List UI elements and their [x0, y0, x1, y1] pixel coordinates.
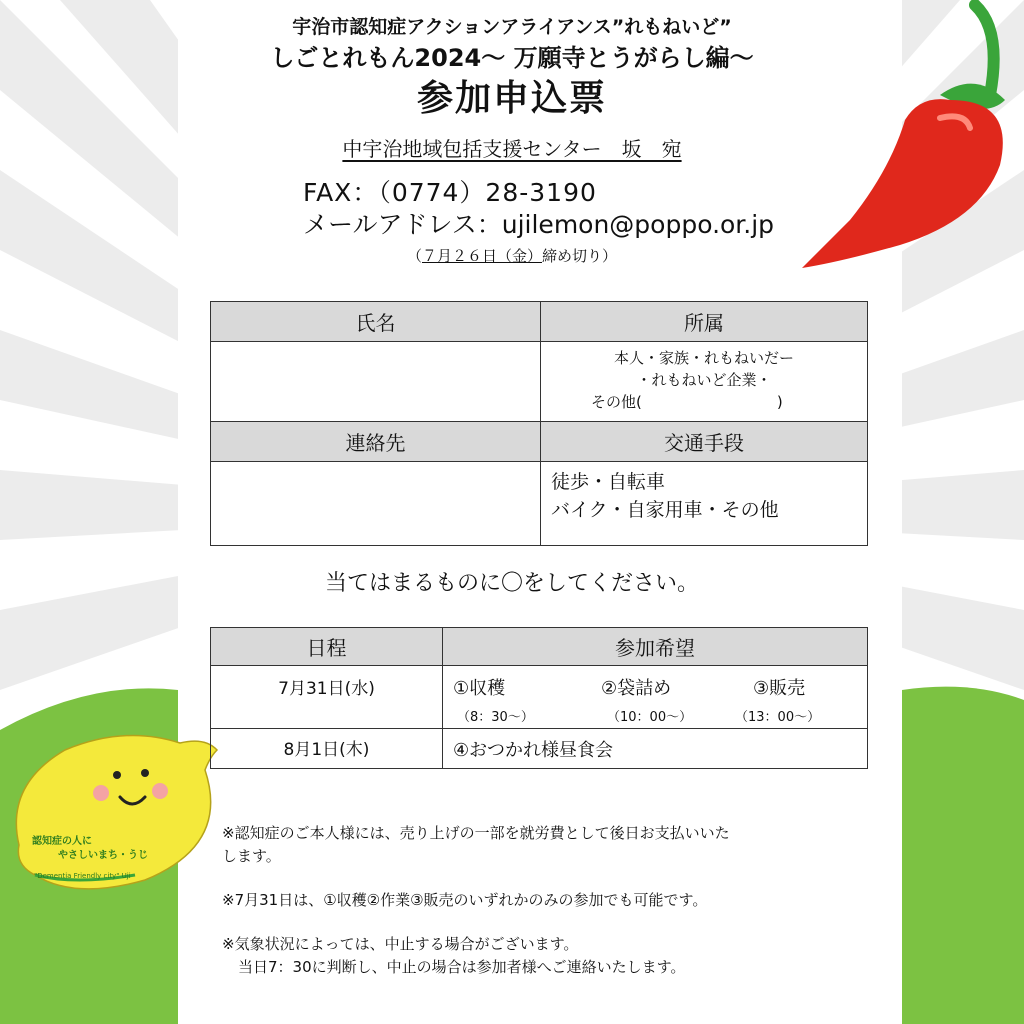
schedule-date-1: 7月31日(水) — [211, 666, 443, 729]
schedule-table — [210, 627, 868, 769]
instruction: 当てはまるものに〇をしてください。 — [324, 571, 699, 596]
affiliation-header: 所属 — [541, 302, 868, 342]
application-form-table — [210, 301, 868, 546]
transport-options[interactable] — [541, 462, 868, 546]
transport-line2: バイク・自家用車・その他 — [551, 499, 779, 521]
mascot-label-line3: "Dementia Friendly city" Uji — [34, 872, 131, 880]
affiliation-options[interactable] — [541, 342, 868, 422]
contact-field[interactable] — [211, 462, 541, 546]
task-bagging[interactable]: ②袋詰め — [601, 678, 672, 699]
deadline-date: ７月２６日（金） — [421, 247, 542, 265]
note-1-line-2: します。 — [222, 847, 281, 865]
name-field[interactable] — [211, 342, 541, 422]
contact-header: 連絡先 — [211, 422, 541, 462]
task-bagging-time: （10：00～） — [607, 710, 693, 725]
deadline-open: （ — [406, 247, 422, 265]
participation-header: 参加希望 — [443, 628, 868, 666]
date-header: 日程 — [211, 628, 443, 666]
fax-number: FAX：（0774）28-3190 — [303, 178, 597, 207]
name-header: 氏名 — [211, 302, 541, 342]
form-title: 参加申込票 — [416, 78, 607, 119]
organization-line: 宇治市認知症アクションアライアンス”れもねいど” — [292, 16, 732, 38]
task-sales[interactable]: ③販売 — [753, 678, 806, 699]
schedule-options-1[interactable] — [443, 666, 868, 729]
mascot-label-line1: 認知症の人に — [32, 836, 92, 847]
mascot-right-eye — [141, 769, 149, 777]
recipient: 中宇治地域包括支援センター 坂 宛 — [342, 137, 682, 161]
mascot-left-eye — [113, 771, 121, 779]
task-sales-time: （13：00～） — [735, 710, 821, 725]
lemon-mascot — [5, 725, 225, 895]
task-harvest[interactable]: ①収穫 — [453, 678, 506, 699]
affiliation-line2: ・れもねいど企業・ — [636, 371, 772, 389]
transport-header: 交通手段 — [541, 422, 868, 462]
event-title: しごとれもん2024～ 万願寺とうがらし編～ — [270, 44, 754, 72]
transport-line1: 徒歩・自転車 — [551, 471, 666, 493]
deadline — [0, 245, 1024, 266]
deadline-close: 締め切り） — [542, 247, 618, 265]
task-lunch[interactable]: ④おつかれ様昼食会 — [443, 729, 868, 769]
note-3-line-1: ※気象状況によっては、中止する場合がございます。 — [222, 935, 579, 953]
note-2: ※7月31日は、①収穫②作業③販売のいずれかのみの参加でも可能です。 — [222, 891, 708, 909]
affiliation-line1: 本人・家族・れもねいだー — [613, 349, 794, 367]
schedule-date-2: 8月1日(木) — [211, 729, 443, 769]
mascot-label-line2: やさしいまち・うじ — [58, 850, 148, 861]
email-address: メールアドレス：ujilemon@poppo.or.jp — [303, 210, 775, 239]
note-1-line-1: ※認知症のご本人様には、売り上げの一部を就労費として後日お支払いいた — [222, 824, 730, 842]
note-3-line-2: 当日7：30に判断し、中止の場合は参加者様へご連絡いたします。 — [238, 958, 686, 976]
task-harvest-time: （8：30～） — [457, 710, 534, 725]
affiliation-line3: その他( ) — [591, 393, 783, 411]
